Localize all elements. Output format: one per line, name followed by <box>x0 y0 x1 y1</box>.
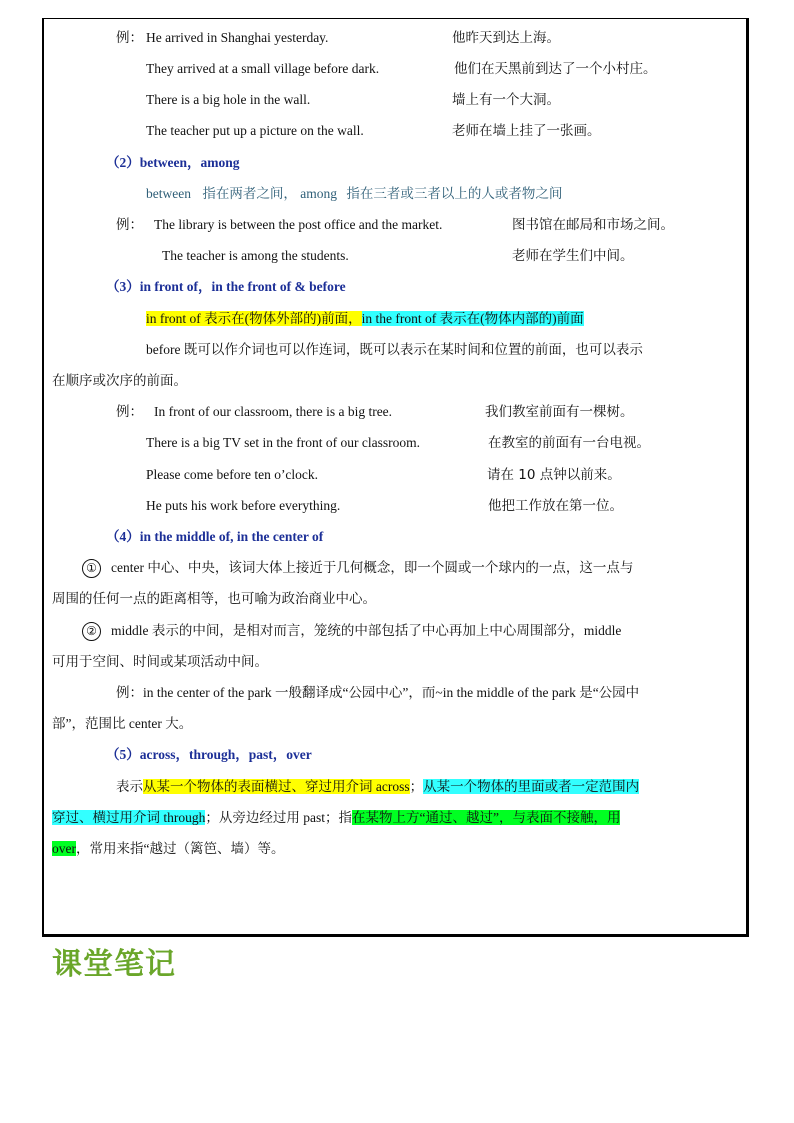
example-label: 例： <box>116 30 143 46</box>
through-highlight-part-1: 从某一个物体的里面或者一定范围内 <box>423 779 640 794</box>
across-through-line-3: over，常用来指“越过（篱笆、墙）等。 <box>52 841 285 856</box>
center-middle-example-line-1: 例：in the center of the park 一般翻译成“公园中心”，而~in the middle of the park 是“公园中 <box>116 685 640 700</box>
example-zh-5: 图书馆在邮局和市场之间。 <box>512 217 674 233</box>
example-zh-10: 他把工作放在第一位。 <box>488 498 623 514</box>
front-rule <box>146 309 584 329</box>
example-zh-7: 我们教室前面有一棵树。 <box>485 404 634 420</box>
example-en-2: They arrived at a small village before dark. <box>146 61 380 76</box>
in-front-of-highlight: in front of 表示在(物体外部的)前面， <box>146 311 362 326</box>
example-en-8: There is a big TV set in the front of our classroom. <box>146 435 420 450</box>
section-2-heading: （2）between，among <box>106 155 240 170</box>
center-definition-line-1: ① center 中心、中央，该词大体上接近于几何概念，即一个圆或一个球内的一点，这一点与 <box>82 558 633 578</box>
across-through-line-1: 表示从某一个物体的表面横过、穿过用介词 across；从某一个物体的里面或者一定范围内 <box>116 779 640 794</box>
example-en-3: There is a big hole in the wall. <box>146 92 311 107</box>
example-zh-4: 老师在墙上挂了一张画。 <box>452 123 601 139</box>
example-en-10: He puts his work before everything. <box>146 498 341 513</box>
across-through-line-2: 穿过、横过用介词 through；从旁边经过用 past；指在某物上方“通过、越过”，与表面不接触，用 <box>52 810 621 825</box>
center-middle-example-line-2: 部”，范围比 center 大。 <box>52 716 193 731</box>
example-zh-8: 在教室的前面有一台电视。 <box>488 435 650 451</box>
example-en-5: The library is between the post office and the market. <box>154 217 443 232</box>
example-en-6: The teacher is among the students. <box>162 248 349 263</box>
example-zh-1: 他昨天到达上海。 <box>452 30 560 46</box>
example-zh-3: 墙上有一个大洞。 <box>452 92 560 108</box>
middle-definition-line-2: 可用于空间、时间或某项活动中间。 <box>52 654 268 670</box>
between-among-rule: between 指在两者之间， among 指在三者或三者以上的人或者物之间 <box>146 186 563 202</box>
example-label: 例： <box>116 404 143 420</box>
over-highlight-part-1: 在某物上方“通过、越过”，与表面不接触，用 <box>352 810 621 825</box>
example-zh-2: 他们在天黑前到达了一个小村庄。 <box>454 61 657 77</box>
middle-definition-line-1: ② middle 表示的中间，是相对而言，笼统的中部包括了中心再加上中心周围部分，middle <box>82 621 621 641</box>
section-4-heading: （4）in the middle of, in the center of <box>106 529 324 544</box>
number-one-marker: ① <box>82 559 101 578</box>
section-5-heading: （5）across，through，past，over <box>106 747 312 762</box>
example-en-9: Please come before ten o’clock. <box>146 467 319 482</box>
example-label: 例： <box>116 217 143 233</box>
example-zh-6: 老师在学生们中间。 <box>512 248 634 264</box>
before-rule-line-1: before 既可以作介词也可以作连词，既可以表示在某时间和位置的前面，也可以表示 <box>146 342 643 357</box>
class-notes-title: 课堂笔记 <box>52 947 176 982</box>
example-en-7: In front of our classroom, there is a big tree. <box>154 404 393 419</box>
through-highlight-part-2: 穿过、横过用介词 through <box>52 810 206 825</box>
across-highlight: 从某一个物体的表面横过、穿过用介词 across <box>143 779 410 794</box>
before-rule-line-2: 在顺序或次序的前面。 <box>52 373 187 389</box>
example-en-4: The teacher put up a picture on the wall. <box>146 123 364 138</box>
in-the-front-of-highlight: in the front of 表示在(物体内部的)前面 <box>361 311 584 326</box>
number-two-marker: ② <box>82 622 101 641</box>
over-highlight-part-2: over <box>52 841 76 856</box>
section-3-heading: （3）in front of，in the front of & before <box>106 279 346 294</box>
center-definition-line-2: 周围的任何一点的距离相等，也可喻为政治商业中心。 <box>52 591 376 607</box>
example-zh-9: 请在 10 点钟以前来。 <box>487 467 621 483</box>
example-en-1: He arrived in Shanghai yesterday. <box>146 30 329 45</box>
